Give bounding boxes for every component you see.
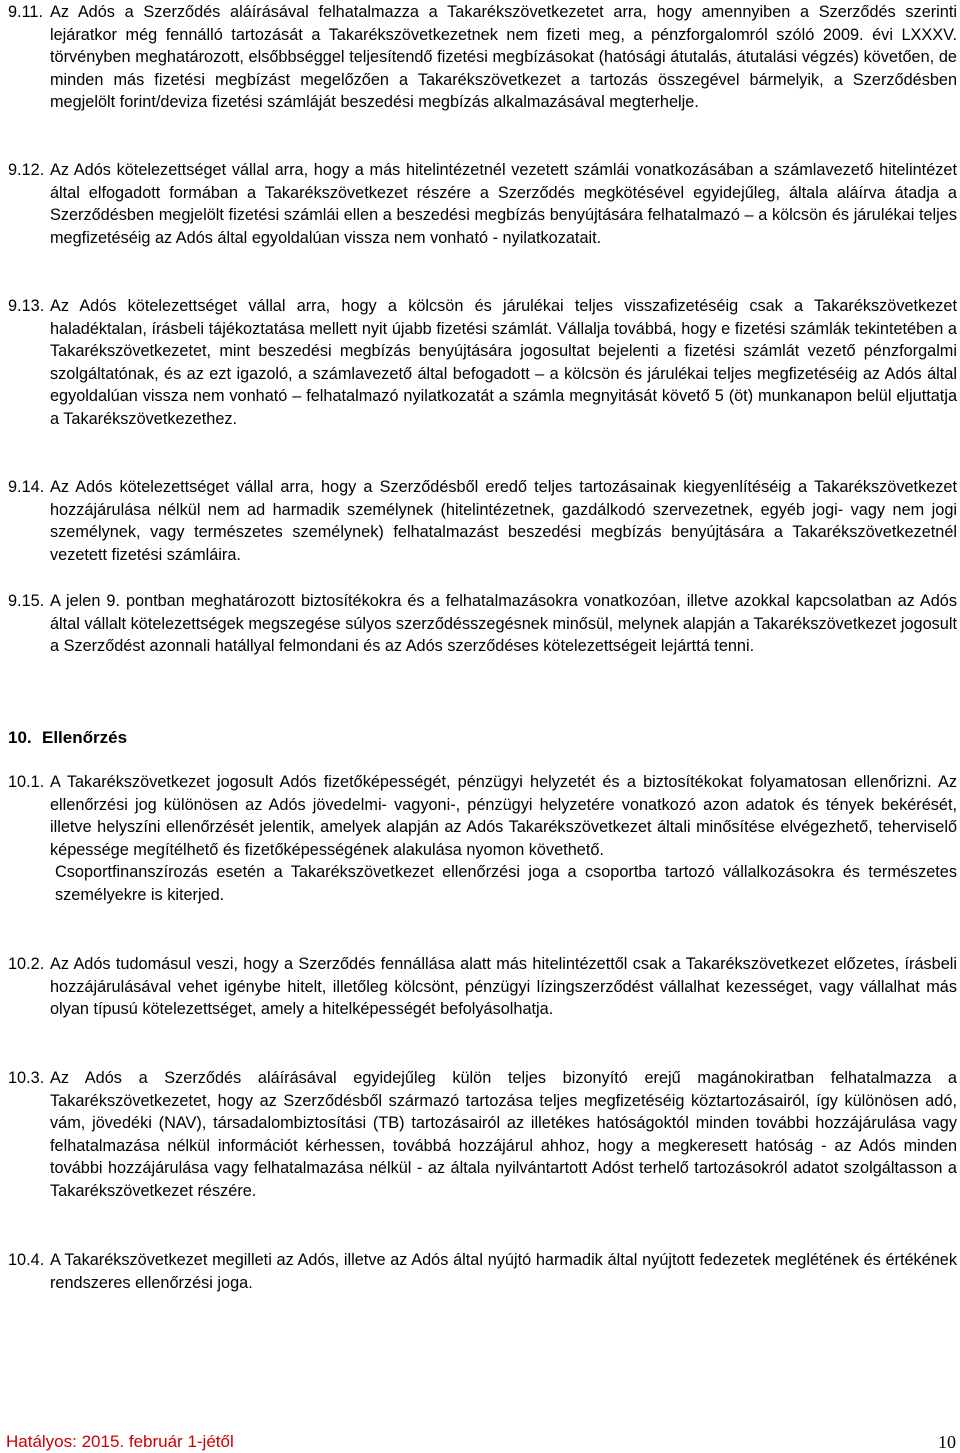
- paragraph-text: A Takarékszövetkezet megilleti az Adós, illetve az Adós által nyújtó harmadik által nyújtott fedezetek meglétének és értékének rendszeres ellenőrzési joga.: [50, 1251, 957, 1292]
- paragraph-text: Az Adós a Szerződés aláírásával egyidejűleg külön teljes bizonyító erejű magánokiratban felhatalmazza a Takarékszövetkezetet, hogy az Szerződésből származó tartozása teljes megfizetéséig köztartozásairól, így különösen adó, vám, jövedéki (NAV), társadalombiztosítási (TB) tartozásairól az illetékes hatóságoktól minden további hozzájárulása vagy felhatalmazása nélkül információt kérhessen, továbbá hozzájárul ahhoz, hogy a megkeresett hatóság - az Adós minden további hozzájárulása vagy felhatalmazása nélkül - az általa nyilvántartott Adóst terhelő tartozásokról adatot szolgáltasson a Takarékszövetkezet részére.: [50, 1069, 957, 1200]
- paragraph-number: 10.1.: [8, 773, 45, 791]
- paragraph-number: 9.13.: [8, 297, 45, 315]
- paragraph-number: 10.3.: [8, 1069, 45, 1087]
- paragraph-number: 9.15.: [8, 592, 45, 610]
- footer-effective-date: Hatályos: 2015. február 1-jétől: [6, 1432, 234, 1451]
- paragraph-10-1: [8, 771, 957, 907]
- paragraph-9-11: [8, 1, 957, 114]
- heading-number: 10.: [8, 728, 32, 747]
- heading-title: Ellenőrzés: [42, 728, 128, 747]
- paragraph-number: 10.2.: [8, 955, 45, 973]
- paragraph-text: Az Adós kötelezettséget vállal arra, hogy a kölcsön és járulékai teljes visszafizetéséig csak a Takarékszövetkezet haladéktalan, írásbeli tájékoztatása mellett nyit újabb fizetési számlát. Vállalja továbbá, hogy e fizetési számlák tekintetében a Takarékszövetkezetet, mint beszedési megbízás benyújtására jogosultat bejelenti a fizetési számlát vezető pénzforgalmi szolgáltatónak, és az ezt igazoló, a számlavezető által befogadott – a kölcsön és járulékai teljes megfizetéséig az Adós által egyoldalúan vissza nem vonható – felhatalmazó nyilatkozatát a számla megnyitását követő 5 (öt) munkanapon belül eljuttatja a Takarékszövetkezethez.: [50, 297, 957, 428]
- paragraph-subtext: Csoportfinanszírozás esetén a Takarékszövetkezet ellenőrzési joga a csoportba tartozó vállalkozásokra és természetes személyekre is kiterjed.: [55, 863, 957, 904]
- footer-page-number: 10: [938, 1432, 956, 1452]
- paragraph-9-15: [8, 590, 957, 658]
- paragraph-10-2: [8, 953, 957, 1021]
- paragraph-9-12: [8, 159, 957, 249]
- paragraph-text: Az Adós a Szerződés aláírásával felhatalmazza a Takarékszövetkezetet arra, hogy amennyiben a Szerződés szerinti lejáratkor még fennálló tartozását a Takarékszövetkezetnek nem fizeti meg, a pénzforgalomról szóló 2009. évi LXXXV. törvényben meghatározott, elsőbbséggel teljesítendő fizetési megbízásokat (hatósági átutalás, átutalási végzés) követően, de minden más fizetési megbízást megelőzően a Takarékszövetkezet a tartozás összegével bármelyik, a Szerződésben megjelölt forint/deviza fizetési számláját beszedési megbízás alkalmazásával megterhelje.: [50, 3, 957, 112]
- section-heading-10: [8, 727, 127, 749]
- paragraph-text: Az Adós tudomásul veszi, hogy a Szerződés fennállása alatt más hitelintézettől csak a Takarékszövetkezet előzetes, írásbeli hozzájárulásával vehet igénybe hitelt, illetőleg kölcsönt, pénzügyi lízingszerződést vállalhat kezességet, vagy vállalhat más olyan típusú kötelezettséget, amely a hitelképességét befolyásolhatja.: [50, 955, 957, 1019]
- paragraph-number: 9.14.: [8, 478, 45, 496]
- paragraph-10-3: [8, 1067, 957, 1203]
- paragraph-text: A jelen 9. pontban meghatározott biztosítékokra és a felhatalmazásokra vonatkozóan, illetve azokkal kapcsolatban az Adós által vállalt kötelezettségek megszegése súlyos szerződésszegésnek minősül, melynek alapján a Takarékszövetkezet jogosult a Szerződést azonnali hatállyal felmondani és az Adós szerződéses kötelezettségeit lejárttá tenni.: [50, 592, 957, 656]
- paragraph-text: Az Adós kötelezettséget vállal arra, hogy a más hitelintézetnél vezetett számlái vonatkozásában a számlavezető hitelintézet által elfogadott formában a Takarékszövetkezet részére a Szerződés megkötésével egyidejűleg, általa aláírva átadja a Szerződésben megjelölt fizetési számlái ellen a beszedési megbízás benyújtására felhatalmazó – a kölcsön és járulékai teljes megfizetéséig az Adós által egyoldalúan vissza nem vonható - nyilatkozatait.: [50, 161, 957, 247]
- paragraph-text: A Takarékszövetkezet jogosult Adós fizetőképességét, pénzügyi helyzetét és a biztosítékokat folyamatosan ellenőrizni. Az ellenőrzési jog különösen az Adós jövedelmi- vagyoni-, pénzügyi helyzetére vonatkozó azon adatok és tények bekérését, illetve helyszíni ellenőrzését jelentik, amelyek alapján az Adós Takarékszövetkezet általi minősítése elvégezhető, teherviselő képessége megítélhető és fizetőképességének alakulása nyomon követhető.: [50, 773, 957, 859]
- paragraph-text: Az Adós kötelezettséget vállal arra, hogy a Szerződésből eredő teljes tartozásainak kiegyenlítéséig a Takarékszövetkezet hozzájárulása nélkül nem ad harmadik személynek (hitelintézetnek, gazdálkodó szervezetnek, egyéb jogi- vagy nem jogi személynek, vagy természetes személynek) felhatalmazást beszedési megbízás benyújtására a Takarékszövetkezetnél vezetett fizetési számláira.: [50, 478, 957, 564]
- paragraph-9-14: [8, 476, 957, 566]
- paragraph-9-13: [8, 295, 957, 431]
- paragraph-number: 10.4.: [8, 1251, 45, 1269]
- paragraph-number: 9.12.: [8, 161, 45, 179]
- paragraph-number: 9.11.: [8, 3, 44, 21]
- paragraph-10-4: [8, 1249, 957, 1294]
